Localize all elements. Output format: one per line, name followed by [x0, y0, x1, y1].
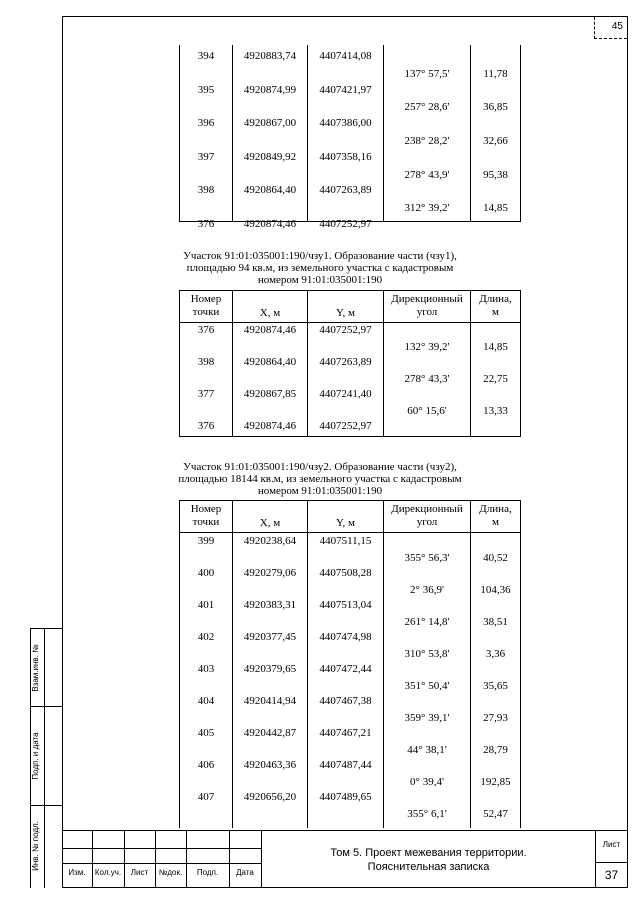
segment-length: 40,52 — [483, 552, 508, 564]
point-number: 407 — [197, 791, 215, 803]
segment-length: 32,66 — [483, 135, 508, 147]
x-coordinate: 4920874,46 — [243, 420, 297, 432]
side-label-podp: Подп. и дата — [31, 732, 40, 780]
segment-length: 22,75 — [483, 373, 508, 385]
header-point: точки — [192, 306, 220, 318]
x-coordinate: 4920874,46 — [243, 324, 297, 336]
stamp-col-kolvo: Кол.уч. — [94, 868, 122, 877]
point-number: 400 — [197, 567, 215, 579]
y-coordinate: 4407487,44 — [319, 759, 372, 771]
point-number: 395 — [197, 83, 215, 96]
caption-line: номером 91:01:035001:190 — [257, 485, 383, 497]
x-coordinate: 4920867,85 — [243, 388, 297, 400]
caption-line: номером 91:01:035001:190 — [257, 274, 383, 286]
point-number: 401 — [197, 599, 215, 611]
header-point: Номер — [190, 293, 222, 305]
header-x: X, м — [259, 307, 281, 319]
y-coordinate: 4407489,65 — [319, 791, 372, 803]
point-number: 402 — [197, 631, 215, 643]
corner-page-number: 45 — [611, 21, 623, 32]
segment-length: 104,36 — [480, 584, 511, 596]
segment-length: 14,85 — [483, 202, 508, 215]
direction-angle: 238° 28,2' — [404, 135, 450, 147]
direction-angle: 0° 39,4' — [410, 776, 444, 788]
document-title — [262, 846, 595, 874]
point-number: 405 — [197, 727, 215, 739]
x-coordinate: 4920377,45 — [243, 631, 297, 643]
header-point: точки — [192, 516, 220, 528]
point-number: 398 — [197, 356, 215, 368]
x-coordinate: 4920874,99 — [243, 83, 297, 96]
header-angle: Дирекционный — [391, 503, 463, 515]
point-number: 376 — [197, 218, 215, 230]
x-coordinate: 4920883,74 — [243, 50, 297, 62]
y-coordinate: 4407474,98 — [319, 631, 372, 643]
header-y: Y, м — [336, 517, 355, 529]
point-number: 403 — [197, 663, 215, 675]
segment-length: 27,93 — [483, 712, 508, 724]
direction-angle: 261° 14,8' — [404, 616, 450, 628]
y-coordinate: 4407508,28 — [319, 567, 372, 579]
caption-line: площадью 18144 кв.м, из земельного участка с кадастровым — [178, 473, 462, 485]
segment-length: 13,33 — [483, 405, 508, 417]
x-coordinate: 4920867,00 — [243, 117, 297, 130]
segment-length: 11,78 — [483, 67, 508, 80]
segment-length: 14,85 — [483, 341, 508, 353]
point-number: 376 — [197, 324, 215, 336]
x-coordinate: 4920849,92 — [243, 150, 297, 163]
stamp-col-ndok: №док. — [158, 868, 183, 877]
segment-length: 192,85 — [480, 776, 511, 788]
direction-angle: 44° 38,1' — [407, 744, 447, 756]
stamp-col-list: Лист — [130, 868, 149, 877]
segment-length: 95,38 — [483, 168, 508, 181]
y-coordinate: 4407511,15 — [319, 535, 372, 547]
direction-angle: 312° 39,2' — [404, 202, 450, 215]
header-length: Длина, — [479, 293, 512, 305]
y-coordinate: 4407386,00 — [319, 117, 372, 130]
x-coordinate: 4920279,06 — [243, 567, 297, 579]
direction-angle: 351° 50,4' — [404, 680, 450, 692]
direction-angle: 278° 43,9' — [404, 168, 450, 181]
point-number: 397 — [197, 150, 215, 163]
x-coordinate: 4920656,20 — [243, 791, 297, 803]
header-angle: угол — [416, 306, 438, 318]
document-title-line: Том 5. Проект межевания территории. — [330, 847, 527, 859]
y-coordinate: 4407513,04 — [319, 599, 372, 611]
direction-angle: 132° 39,2' — [404, 341, 450, 353]
caption-line: Участок 91:01:035001:190/чзу1. Образование части (чзу1), — [183, 250, 457, 262]
y-coordinate: 4407472,44 — [319, 663, 372, 675]
y-coordinate: 4407263,89 — [319, 356, 372, 368]
sheet-label: Лист — [602, 840, 621, 849]
x-coordinate: 4920864,40 — [243, 184, 297, 197]
section-2-caption — [170, 461, 470, 497]
point-number: 377 — [197, 388, 215, 400]
side-label-inv: Инв. № подл. — [31, 821, 40, 871]
direction-angle: 355° 56,3' — [404, 552, 450, 564]
direction-angle: 278° 43,3' — [404, 373, 450, 385]
caption-line: площадью 94 кв.м, из земельного участка с кадастровым — [186, 262, 454, 274]
y-coordinate: 4407467,21 — [319, 727, 372, 739]
direction-angle: 2° 36,9' — [410, 584, 444, 596]
corner-page-box — [594, 17, 627, 39]
direction-angle: 359° 39,1' — [404, 712, 450, 724]
segment-length: 3,36 — [485, 648, 506, 660]
x-coordinate: 4920414,94 — [243, 695, 297, 707]
y-coordinate: 4407252,97 — [319, 420, 372, 432]
point-number: 399 — [197, 535, 215, 547]
direction-angle: 310° 53,8' — [404, 648, 450, 660]
x-coordinate: 4920463,36 — [243, 759, 297, 771]
segment-length: 52,47 — [483, 808, 508, 820]
header-point: Номер — [190, 503, 222, 515]
x-coordinate: 4920238,64 — [243, 535, 297, 547]
y-coordinate: 4407358,16 — [319, 150, 372, 163]
frame-top — [62, 16, 628, 17]
direction-angle: 355° 6,1' — [407, 808, 447, 820]
frame-left — [62, 16, 63, 888]
point-number: 376 — [197, 420, 215, 432]
point-number: 398 — [197, 184, 215, 197]
side-strip-inner — [44, 628, 45, 888]
document-title-line: Пояснительная записка — [367, 861, 490, 873]
y-coordinate: 4407252,97 — [319, 218, 372, 230]
header-angle: угол — [416, 516, 438, 528]
segment-length: 36,85 — [483, 101, 508, 114]
side-label-vzam: Взам.инв. № — [31, 644, 40, 692]
direction-angle: 60° 15,6' — [407, 405, 447, 417]
segment-length: 35,65 — [483, 680, 508, 692]
direction-angle: 137° 57,5' — [404, 67, 450, 80]
header-y: Y, м — [336, 307, 355, 319]
header-length: Длина, — [479, 503, 512, 515]
y-coordinate: 4407263,89 — [319, 184, 372, 197]
section-1-caption — [170, 250, 470, 286]
point-number: 396 — [197, 117, 215, 130]
header-angle: Дирекционный — [391, 293, 463, 305]
caption-line: Участок 91:01:035001:190/чзу2. Образование части (чзу2), — [183, 461, 457, 473]
header-x: X, м — [259, 517, 281, 529]
point-number: 406 — [197, 759, 215, 771]
x-coordinate: 4920874,46 — [243, 218, 297, 230]
y-coordinate: 4407414,08 — [319, 50, 372, 62]
y-coordinate: 4407252,97 — [319, 324, 372, 336]
header-length: м — [492, 516, 499, 528]
x-coordinate: 4920383,31 — [243, 599, 297, 611]
direction-angle: 257° 28,6' — [404, 101, 450, 114]
stamp-col-izm: Изм. — [68, 868, 86, 877]
point-number: 394 — [197, 50, 215, 62]
stamp-col-podp: Подп. — [196, 868, 219, 877]
x-coordinate: 4920379,65 — [243, 663, 297, 675]
segment-length: 38,51 — [483, 616, 508, 628]
x-coordinate: 4920442,87 — [243, 727, 297, 739]
stamp-col-data: Дата — [236, 868, 254, 877]
x-coordinate: 4920864,40 — [243, 356, 297, 368]
y-coordinate: 4407241,40 — [319, 388, 372, 400]
sheet-number: 37 — [604, 868, 619, 882]
frame-right — [627, 16, 628, 888]
point-number: 404 — [197, 695, 215, 707]
header-length: м — [492, 306, 499, 318]
frame-bottom — [62, 887, 628, 888]
y-coordinate: 4407421,97 — [319, 83, 372, 96]
y-coordinate: 4407467,38 — [319, 695, 372, 707]
segment-length: 28,79 — [483, 744, 508, 756]
